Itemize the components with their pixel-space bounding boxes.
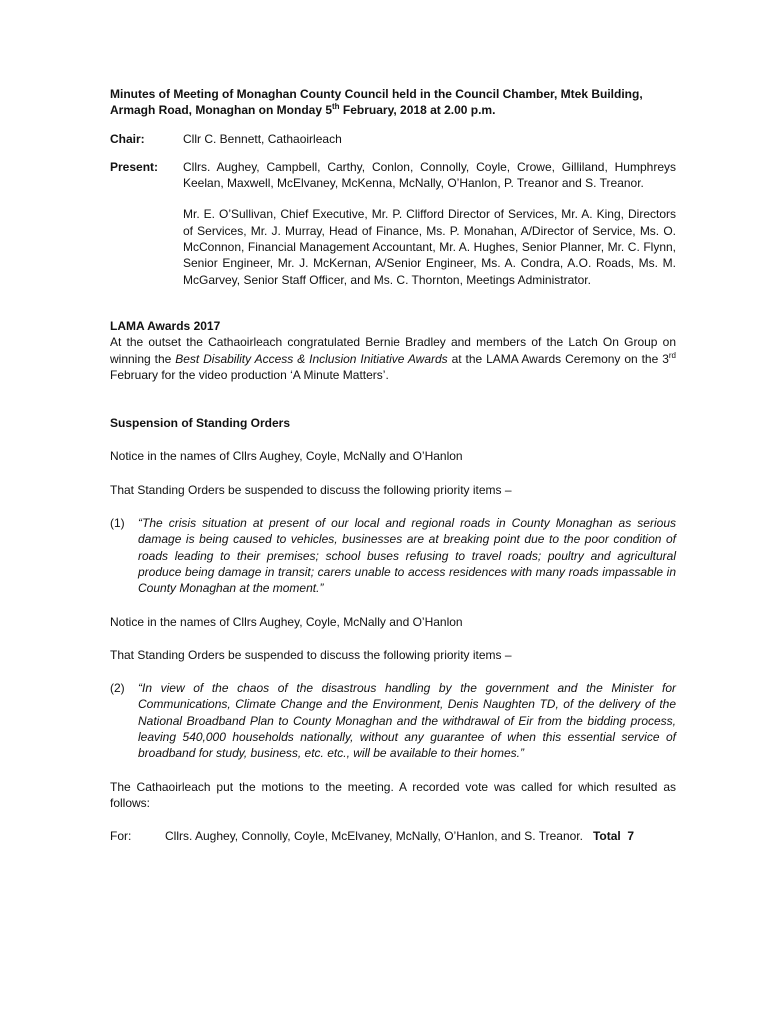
motion-2-number: (2) <box>110 681 125 696</box>
vote-for-list: Cllrs. Aughey, Connolly, Coyle, McElvaney, McNally, O’Hanlon, and S. Treanor. <box>165 829 583 844</box>
title-line-1: Minutes of Meeting of Monaghan County Council held in the Council Chamber, Mtek Building, <box>110 87 643 101</box>
present-values <box>183 159 676 288</box>
chair-value: Cllr C. Bennett, Cathaoirleach <box>183 131 342 146</box>
vote-for-total: Total 7 <box>592 829 635 844</box>
motion-1-text: “The crisis situation at present of our local and regional roads in County Monaghan as serious damage is being caused to vehicles, businesses are at breaking point due to the poor condition of roads leading to their premises; school buses refusing to travel roads; poultry and agricultural produce being damage in transit; carers unable to access residences with many roads impassable in County Monaghan at the moment.” <box>138 516 676 596</box>
vote-for-row <box>110 828 676 844</box>
lama-text-b: at the LAMA Awards Ceremony on the 3 <box>447 351 669 366</box>
that-1: That Standing Orders be suspended to discuss the following priority items – <box>110 482 512 497</box>
motion-2-text: “In view of the chaos of the disastrous handling by the government and the Minister for Communications, Climate Change and the Environment, Denis Naughten TD, of the delivery of the National Broadband Plan to County Monaghan and the withdrawal of Eir from the bidding process, leaving 540,000 households nationally, without any guarantee of when this essential service of broadband for study, business, etc. etc., will be available to their homes.” <box>138 681 676 761</box>
vote-for-names <box>165 828 634 844</box>
suspension-heading: Suspension of Standing Orders <box>110 416 291 431</box>
notice-2: Notice in the names of Cllrs Aughey, Coyle, McNally and O’Hanlon <box>110 614 463 629</box>
chair-label: Chair: <box>110 131 145 146</box>
minutes-page <box>110 86 676 845</box>
motion-2 <box>110 680 676 761</box>
present-officials: Mr. E. O’Sullivan, Chief Executive, Mr. P. Clifford Director of Services, Mr. A. King, Directors of Services, Mr. J. Murray, Head of Finance, Ms. P. Monahan, A/Director of Service, Ms. O. McConnon, Financial Management Accountant, Mr. A. Hughes, Senior Planner, Mr. C. Flynn, Senior Engineer, Mr. J. McKernan, A/Senior Engineer, Ms. A. Condra, A.O. Roads, Ms. M. McGarvey, Senior Staff Officer, and Ms. C. Thornton, Meetings Administrator. <box>183 207 676 287</box>
lama-award-name: Best Disability Access & Inclusion Initiative Awards <box>175 351 448 366</box>
title-line-2b: February, 2018 at 2.00 p.m. <box>339 103 496 118</box>
vote-intro: The Cathaoirleach put the motions to the meeting. A recorded vote was called for which resulted as follows: <box>110 779 676 810</box>
suspension-section <box>110 415 676 844</box>
vote-for-label: For: <box>110 829 132 844</box>
present-label: Present: <box>110 159 159 174</box>
lama-heading: LAMA Awards 2017 <box>110 318 221 333</box>
document-title <box>110 86 676 119</box>
lama-text-a: At the outset the Cathaoirleach congratulated Bernie Bradley and members of the Latch On Group on winning the <box>110 335 676 366</box>
lama-text <box>110 334 676 383</box>
lama-section <box>110 318 676 383</box>
lama-text-c: February for the video production ‘A Minute Matters’. <box>110 367 389 382</box>
chair-row <box>110 131 676 147</box>
present-row <box>110 159 676 288</box>
motion-1 <box>110 515 676 596</box>
title-date-suffix: th <box>332 102 340 112</box>
notice-1: Notice in the names of Cllrs Aughey, Coyle, McNally and O’Hanlon <box>110 449 463 464</box>
that-2: That Standing Orders be suspended to discuss the following priority items – <box>110 647 512 662</box>
lama-date-suffix: rd <box>668 350 676 360</box>
title-line-2a: Armagh Road, Monaghan on Monday 5 <box>110 103 333 118</box>
present-councillors: Cllrs. Aughey, Campbell, Carthy, Conlon, Connolly, Coyle, Crowe, Gilliland, Humphreys Keelan, Maxwell, McElvaney, McKenna, McNally, O’Hanlon, P. Treanor and S. Treanor. <box>183 159 676 191</box>
motion-1-number: (1) <box>110 516 125 531</box>
